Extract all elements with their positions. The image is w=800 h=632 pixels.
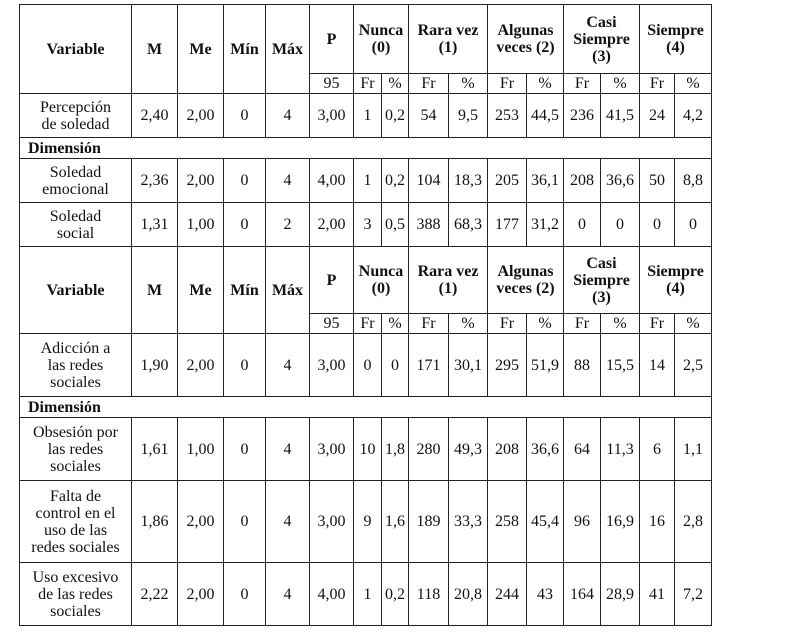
cell: 64 — [564, 418, 601, 481]
cell: 2,22 — [132, 563, 178, 626]
header-min: Mín — [224, 5, 266, 94]
subheader-fr: Fr — [409, 74, 449, 94]
header-algunas-veces: Algunas veces (2) — [488, 5, 564, 74]
cell: 4 — [266, 334, 310, 397]
subheader-fr: Fr — [640, 314, 675, 334]
cell: 0 — [354, 334, 382, 397]
cell: 4 — [266, 563, 310, 626]
cell: 4 — [266, 159, 310, 203]
cell: 0,5 — [382, 203, 409, 247]
cell: 2,00 — [178, 563, 224, 626]
cell: 208 — [564, 159, 601, 203]
cell: 0 — [224, 481, 266, 563]
cell: 4 — [266, 481, 310, 563]
row-label: Soledad emocional — [20, 159, 132, 203]
cell: 1,00 — [178, 203, 224, 247]
row-label: Percepción de soledad — [20, 94, 132, 138]
subheader-fr: Fr — [564, 74, 601, 94]
subheader-pct: % — [449, 74, 488, 94]
cell: 3,00 — [310, 481, 354, 563]
row-label: Uso excesivo de las redes sociales — [20, 563, 132, 626]
cell: 0,2 — [382, 159, 409, 203]
cell: 2,00 — [178, 334, 224, 397]
header-me: Me — [178, 247, 224, 334]
cell: 280 — [409, 418, 449, 481]
cell: 28,9 — [601, 563, 640, 626]
cell: 2,00 — [178, 94, 224, 138]
header-p: P — [310, 247, 354, 314]
cell: 11,3 — [601, 418, 640, 481]
cell: 4 — [266, 418, 310, 481]
cell: 4 — [266, 94, 310, 138]
cell: 10 — [354, 418, 382, 481]
header-m: M — [132, 5, 178, 94]
cell: 2 — [266, 203, 310, 247]
dimension-row — [20, 397, 712, 418]
row-label: Obsesión por las redes sociales — [20, 418, 132, 481]
subheader-fr: Fr — [564, 314, 601, 334]
cell: 20,8 — [449, 563, 488, 626]
dimension-label: Dimensión — [20, 138, 712, 159]
cell: 4,00 — [310, 563, 354, 626]
header-nunca: Nunca (0) — [354, 247, 409, 314]
cell: 171 — [409, 334, 449, 397]
cell: 244 — [488, 563, 527, 626]
cell: 49,3 — [449, 418, 488, 481]
cell: 43 — [527, 563, 564, 626]
header-me: Me — [178, 5, 224, 94]
subheader-fr: Fr — [354, 314, 382, 334]
cell: 0,2 — [382, 563, 409, 626]
cell: 0 — [564, 203, 601, 247]
header-max: Máx — [266, 247, 310, 334]
cell: 1,90 — [132, 334, 178, 397]
cell: 36,6 — [527, 418, 564, 481]
cell: 1 — [354, 563, 382, 626]
data-row — [20, 418, 712, 481]
cell: 36,6 — [601, 159, 640, 203]
cell: 0 — [224, 334, 266, 397]
header-siempre: Siempre (4) — [640, 247, 712, 314]
cell: 9 — [354, 481, 382, 563]
cell: 295 — [488, 334, 527, 397]
cell: 0 — [224, 203, 266, 247]
cell: 2,8 — [675, 481, 712, 563]
dimension-label: Dimensión — [20, 397, 712, 418]
cell: 1,1 — [675, 418, 712, 481]
cell: 3,00 — [310, 334, 354, 397]
cell: 33,3 — [449, 481, 488, 563]
dimension-row — [20, 138, 712, 159]
cell: 44,5 — [527, 94, 564, 138]
subheader-pct: % — [527, 74, 564, 94]
header-max: Máx — [266, 5, 310, 94]
data-row — [20, 334, 712, 397]
cell: 2,00 — [178, 159, 224, 203]
header-row — [20, 247, 712, 314]
cell: 0 — [224, 563, 266, 626]
data-row — [20, 563, 712, 626]
cell: 45,4 — [527, 481, 564, 563]
subheader-fr: Fr — [640, 74, 675, 94]
cell: 24 — [640, 94, 675, 138]
subheader-pct: % — [675, 74, 712, 94]
row-label: Falta de control en el uso de las redes sociales — [20, 481, 132, 563]
header-casi-siempre: Casi Siempre (3) — [564, 247, 640, 314]
cell: 8,8 — [675, 159, 712, 203]
subheader-pct: % — [449, 314, 488, 334]
cell: 0 — [640, 203, 675, 247]
cell: 2,36 — [132, 159, 178, 203]
header-row — [20, 5, 712, 74]
cell: 1,86 — [132, 481, 178, 563]
cell: 31,2 — [527, 203, 564, 247]
cell: 236 — [564, 94, 601, 138]
cell: 1,61 — [132, 418, 178, 481]
statistics-table — [19, 4, 712, 626]
header-p: P — [310, 5, 354, 74]
cell: 1,6 — [382, 481, 409, 563]
header-siempre: Siempre (4) — [640, 5, 712, 74]
cell: 41,5 — [601, 94, 640, 138]
cell: 3 — [354, 203, 382, 247]
cell: 164 — [564, 563, 601, 626]
cell: 9,5 — [449, 94, 488, 138]
cell: 4,2 — [675, 94, 712, 138]
row-label: Adicción a las redes sociales — [20, 334, 132, 397]
subheader-pct: % — [601, 74, 640, 94]
data-row — [20, 159, 712, 203]
subheader-pct: % — [601, 314, 640, 334]
cell: 7,2 — [675, 563, 712, 626]
data-row — [20, 481, 712, 563]
cell: 0,2 — [382, 94, 409, 138]
cell: 16 — [640, 481, 675, 563]
cell: 2,5 — [675, 334, 712, 397]
subheader-p95: 95 — [310, 74, 354, 94]
cell: 118 — [409, 563, 449, 626]
header-rara-vez: Rara vez (1) — [409, 5, 488, 74]
header-algunas-veces: Algunas veces (2) — [488, 247, 564, 314]
cell: 253 — [488, 94, 527, 138]
cell: 30,1 — [449, 334, 488, 397]
subheader-fr: Fr — [409, 314, 449, 334]
cell: 54 — [409, 94, 449, 138]
cell: 0 — [224, 94, 266, 138]
cell: 0 — [224, 159, 266, 203]
cell: 0 — [382, 334, 409, 397]
cell: 104 — [409, 159, 449, 203]
cell: 0 — [601, 203, 640, 247]
cell: 1,00 — [178, 418, 224, 481]
cell: 4,00 — [310, 159, 354, 203]
subheader-fr: Fr — [488, 74, 527, 94]
header-nunca: Nunca (0) — [354, 5, 409, 74]
cell: 1 — [354, 94, 382, 138]
cell: 0 — [224, 418, 266, 481]
subheader-pct: % — [382, 74, 409, 94]
cell: 2,00 — [178, 481, 224, 563]
header-variable: Variable — [20, 5, 132, 94]
cell: 205 — [488, 159, 527, 203]
cell: 18,3 — [449, 159, 488, 203]
cell: 177 — [488, 203, 527, 247]
cell: 388 — [409, 203, 449, 247]
cell: 3,00 — [310, 418, 354, 481]
cell: 189 — [409, 481, 449, 563]
cell: 16,9 — [601, 481, 640, 563]
row-label: Soledad social — [20, 203, 132, 247]
data-row — [20, 94, 712, 138]
cell: 96 — [564, 481, 601, 563]
cell: 1,8 — [382, 418, 409, 481]
subheader-p95: 95 — [310, 314, 354, 334]
data-row — [20, 203, 712, 247]
cell: 208 — [488, 418, 527, 481]
subheader-fr: Fr — [354, 74, 382, 94]
cell: 2,40 — [132, 94, 178, 138]
cell: 41 — [640, 563, 675, 626]
cell: 15,5 — [601, 334, 640, 397]
subheader-fr: Fr — [488, 314, 527, 334]
cell: 6 — [640, 418, 675, 481]
cell: 2,00 — [310, 203, 354, 247]
cell: 51,9 — [527, 334, 564, 397]
header-casi-siempre: Casi Siempre (3) — [564, 5, 640, 74]
header-m: M — [132, 247, 178, 334]
subheader-pct: % — [382, 314, 409, 334]
cell: 88 — [564, 334, 601, 397]
cell: 68,3 — [449, 203, 488, 247]
cell: 258 — [488, 481, 527, 563]
header-min: Mín — [224, 247, 266, 334]
subheader-pct: % — [527, 314, 564, 334]
cell: 14 — [640, 334, 675, 397]
cell: 1 — [354, 159, 382, 203]
subheader-pct: % — [675, 314, 712, 334]
header-variable: Variable — [20, 247, 132, 334]
cell: 1,31 — [132, 203, 178, 247]
cell: 36,1 — [527, 159, 564, 203]
header-rara-vez: Rara vez (1) — [409, 247, 488, 314]
cell: 0 — [675, 203, 712, 247]
cell: 3,00 — [310, 94, 354, 138]
cell: 50 — [640, 159, 675, 203]
